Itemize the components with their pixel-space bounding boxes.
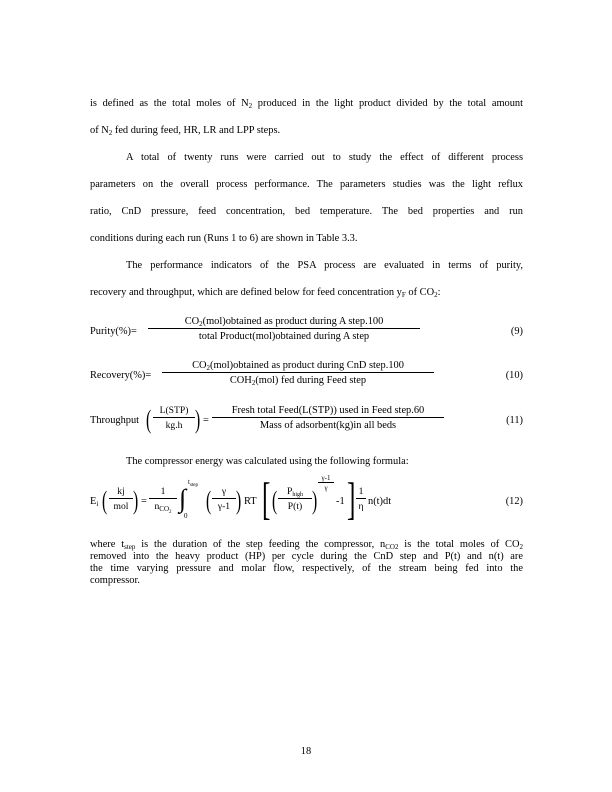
text-line: ratio, CnD pressure, feed concentration, bed temperature. The bed properties and run <box>90 206 523 217</box>
paragraph-n2-definition <box>90 90 523 144</box>
paragraph-compressor-intro <box>90 448 523 475</box>
integral-lower-limit: 0 <box>184 512 188 520</box>
text-line: conditions during each run (Runs 1 to 6) are shown in Table 3.3. <box>90 233 358 244</box>
pressure-fraction <box>278 486 312 512</box>
left-paren: ( <box>146 405 152 434</box>
fraction-denominator: kg.h <box>165 420 183 431</box>
fraction-numerator: $CO_2(mol)obtained$ as product during CnD step.100 <box>162 360 434 373</box>
eta-fraction <box>356 486 366 512</box>
right-paren: ) <box>236 486 242 515</box>
equation-fraction <box>148 316 420 342</box>
equation-number: (9) <box>510 326 523 337</box>
equals-sign: = <box>203 415 209 426</box>
text-line: The compressor energy was calculated using the following formula: <box>126 456 409 467</box>
integral-upper-limit: $t_{step}$ <box>188 478 199 488</box>
fraction-numerator: L(STP) <box>153 405 195 418</box>
paragraph-definitions <box>90 539 523 587</box>
equation-lhs: Throughput <box>90 415 140 426</box>
minus-one: -1 <box>336 496 345 507</box>
fraction-numerator: $CO_2(mol)obtained$ as product during A step.100 <box>148 316 420 329</box>
fraction-denominator: η <box>358 501 364 512</box>
equation-compressor-energy <box>90 474 523 530</box>
text-line: the time varying pressure and molar flow, respectively, of the stream being fed into the <box>90 563 523 574</box>
left-paren: ( <box>102 486 108 515</box>
text-line: A total of twenty runs were carried out to study the effect of different process <box>126 152 523 163</box>
left-paren: ( <box>206 486 212 515</box>
paragraph-performance <box>90 252 523 306</box>
paragraph-runs <box>90 144 523 252</box>
page-number: 18 <box>300 746 312 757</box>
exponent-fraction <box>318 474 334 492</box>
text-line: parameters on the overall process performance. The parameters studies was the light reflux <box>90 179 523 190</box>
equation-lhs: Purity(%)= <box>90 326 137 337</box>
fraction-denominator: γ-1 <box>217 501 231 512</box>
equation-purity <box>90 316 523 350</box>
integral-sign: ∫ <box>179 484 187 513</box>
fraction-denominator: Mass of adsorbent(kg)in all beds <box>259 420 397 431</box>
right-bracket: ] <box>347 473 356 524</box>
fraction-numerator: γ <box>212 486 236 499</box>
left-paren: ( <box>272 486 278 515</box>
fraction-numerator: 1 <box>149 486 177 499</box>
fraction-numerator: Fresh total Feed(L(STP)) used in Feed step.60 <box>212 405 444 418</box>
right-paren: ) <box>133 486 139 515</box>
fraction-numerator: 1 <box>356 486 366 499</box>
text-line: where $t_{step}$ is the duration of the step feeding the compressor, $n_{CO2}$ is the total moles of $CO_2$ <box>90 539 523 551</box>
equation-lhs: Recovery(%)= <box>90 370 152 381</box>
fraction-denominator: mol <box>113 501 129 512</box>
flow-term: n(t)dt <box>368 496 392 507</box>
rt-term: RT <box>244 496 257 507</box>
equation-number: (12) <box>505 496 523 507</box>
fraction-numerator: $P_{high}$ <box>278 486 312 499</box>
fraction-denominator: $n_{CO_2}$ <box>154 501 172 515</box>
moles-fraction <box>149 486 177 513</box>
fraction-numerator: γ-1 <box>318 474 334 483</box>
text-line: of $N_2$ fed during feed, HR, LR and LPP steps. <box>90 125 281 137</box>
fraction-denominator: P(t) <box>287 501 303 512</box>
unit-fraction <box>109 486 133 512</box>
energy-symbol: $E_i$ <box>90 496 99 508</box>
unit-fraction <box>153 405 195 431</box>
equals-sign: = <box>141 496 147 507</box>
equation-recovery <box>90 360 523 394</box>
text-line: recovery and throughput, which are defined below for feed concentration $y_F$ of $CO_2$: <box>90 287 441 299</box>
text-line: The performance indicators of the PSA process are evaluated in terms of purity, <box>126 260 523 271</box>
fraction-denominator: γ <box>324 484 328 492</box>
equation-number: (10) <box>505 370 523 381</box>
gamma-fraction <box>212 486 236 512</box>
left-bracket: [ <box>262 473 271 524</box>
right-paren: ) <box>312 486 318 515</box>
text-line: is defined as the total moles of $N_2$ produced in the light product divided by the total amount <box>90 98 523 110</box>
equation-throughput <box>90 403 523 441</box>
equation-fraction <box>212 405 444 431</box>
text-line: compressor. <box>90 575 140 586</box>
fraction-denominator: $COH_2(mol)$ fed during Feed step <box>229 375 367 387</box>
equation-number: (11) <box>506 415 523 426</box>
fraction-denominator: total Product(mol)obtained during A step <box>198 331 370 342</box>
equation-fraction <box>162 360 434 386</box>
right-paren: ) <box>195 405 201 434</box>
text-line: removed into the heavy product (HP) per cycle during the CnD step and P(t) and n(t) are <box>90 551 523 562</box>
fraction-numerator: kj <box>109 486 133 499</box>
